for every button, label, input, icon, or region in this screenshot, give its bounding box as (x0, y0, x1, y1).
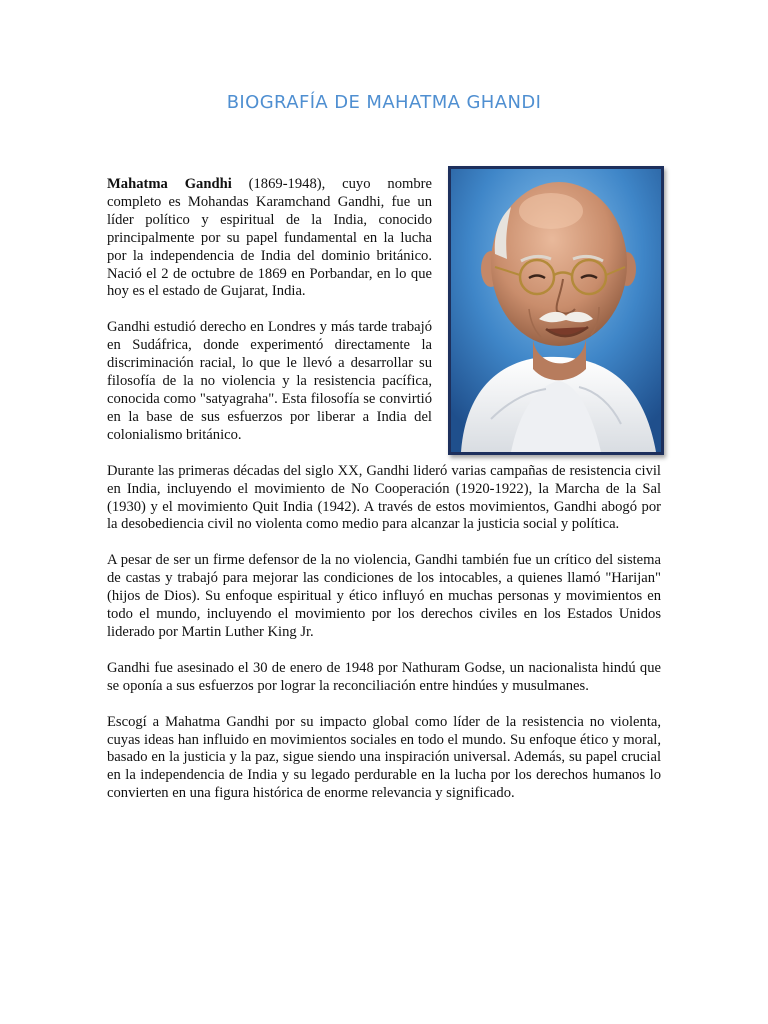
portrait-image (448, 166, 664, 455)
paragraph-death: Gandhi fue asesinado el 30 de enero de 1948 por Nathuram Godse, un nacionalista hindú que se oponía a sus esfuerzos por lograr la reconciliación entre hindúes y musulmanes. (107, 659, 661, 694)
portrait-illustration (451, 169, 661, 452)
document-body (107, 176, 661, 821)
paragraph-campaigns: Durante las primeras décadas del siglo XX, Gandhi lideró varias campañas de resistencia civil en India, incluyendo el movimiento de No Cooperación (1920-1922), la Marcha de la Sal (1930) y el movimiento Quit India (1942). A través de estos movimientos, Gandhi abogó por la desobediencia civil no violenta como medio para alcanzar la justicia social y política. (107, 462, 661, 533)
paragraph-reason: Escogí a Mahatma Gandhi por su impacto global como líder de la resistencia no violenta, cuyas ideas han influido en movimientos sociales en todo el mundo. Su enfoque ético y moral, basado en la justicia y la paz, sigue siendo una inspiración universal. Además, su papel crucial en la independencia de India y su legado perdurable en la lucha por los derechos humanos lo convierten en una figura histórica de enorme relevancia y significado. (107, 713, 661, 802)
paragraph-intro-lead: Mahatma Gandhi (107, 176, 232, 192)
paragraph-intro-text: (1869-1948), cuyo nombre completo es Mohandas Karamchand Gandhi, fue un líder político y espiritual de la India, conocido principalmente por su papel fundamental en la lucha por la independencia de India del dominio británico. Nació el 2 de octubre de 1869 en Porbandar, en lo que hoy es el estado de Gujarat, India. (107, 176, 432, 300)
paragraph-education: Gandhi estudió derecho en Londres y más tarde trabajó en Sudáfrica, donde experimentó directamente la discriminación racial, lo que le llevó a desarrollar su filosofía de la no violencia y la resistencia pacífica, conocida como "satyagraha". Esta filosofía se convirtió en la base de sus esfuerzos por liberar a India del colonialismo británico. (107, 319, 432, 443)
paragraph-castes: A pesar de ser un firme defensor de la no violencia, Gandhi también fue un crítico del sistema de castas y trabajó para mejorar las condiciones de los intocables, a quienes llamó "Harijan" (hijos de Dios). Su enfoque espiritual y ético influyó en muchas personas y movimientos en todo el mundo, incluyendo el movimiento por los derechos civiles en los Estados Unidos liderado por Martin Luther King Jr. (107, 552, 661, 640)
page-title: BIOGRAFÍA DE MAHATMA GHANDI (226, 92, 542, 113)
